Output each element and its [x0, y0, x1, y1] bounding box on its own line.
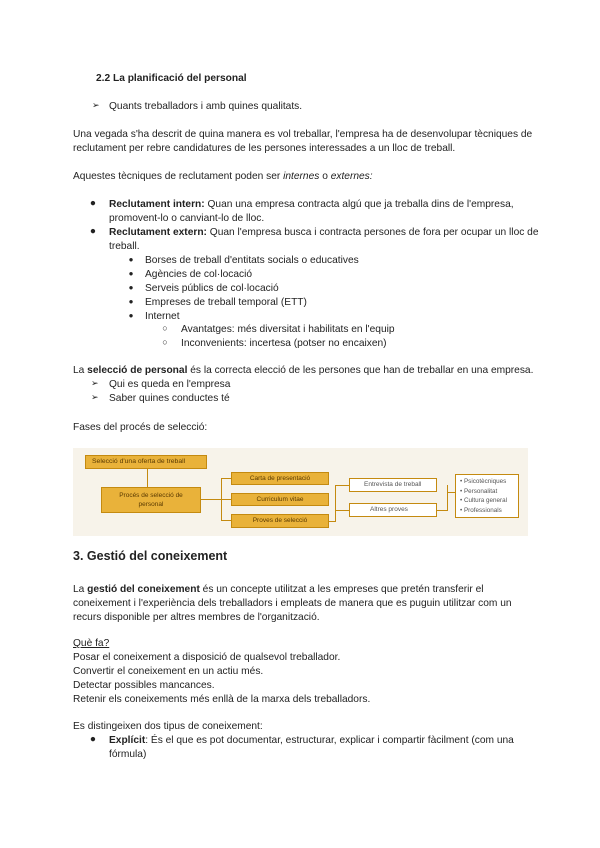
diagram-box-process: Procés de selecció de personal	[101, 487, 201, 513]
paragraph-line	[73, 170, 373, 183]
list-line: Detectar possibles mancances.	[73, 680, 215, 691]
bullet-label: Reclutament intern:	[109, 199, 205, 210]
sub-sub-list-item: Avantatges: més diversitat i habilitats en l'equip	[181, 324, 395, 335]
sub-list-item: Borses de treball d'entitats socials o educatives	[145, 255, 359, 266]
arrow-item: Qui es queda en l'empresa	[109, 379, 231, 390]
bullet-text: Quan una empresa contracta algú que ja treballa dins de l'empresa,	[204, 199, 514, 210]
sub-list-item: Serveis públics de col·locació	[145, 283, 279, 294]
diagram-box-interview: Entrevista de treball	[349, 478, 437, 492]
connector	[147, 469, 148, 487]
paragraph-line: reclutament per rebre candidatures de les persones interessades a un lloc de treball.	[73, 143, 456, 154]
diagram-list-item: • Personalitat	[460, 487, 498, 495]
bullet-item	[109, 734, 514, 747]
list-line: Convertir el coneixement en un actiu més.	[73, 666, 264, 677]
arrow-bullet-icon: ➢	[91, 392, 99, 402]
diagram-list-item: • Psicotècniques	[460, 478, 507, 485]
connector	[447, 485, 448, 511]
text-segment: La	[73, 584, 88, 595]
sub-sub-list-item: Inconvenients: incertesa (potser no encaixen)	[181, 338, 387, 349]
diagram-box-cv: Curriculum vitae	[231, 493, 329, 506]
paragraph-line: Fases del procés de selecció:	[73, 422, 208, 433]
diagram-list-item: • Professionals	[460, 506, 502, 514]
section-heading: 3. Gestió del coneixement	[73, 549, 228, 563]
paragraph-line: Una vegada s'ha descrit de quina manera es vol treballar, l'empresa ha de desenvolupar tècniques de	[73, 129, 533, 140]
diagram-list-item: • Cultura general	[460, 497, 508, 504]
diagram-box-test-list	[455, 474, 519, 518]
arrow-item: Saber quines conductes té	[109, 393, 230, 404]
text-segment: La	[73, 365, 88, 376]
selection-process-diagram	[73, 448, 528, 536]
list-line: Posar el coneixement a disposició de qualsevol treballador.	[73, 652, 341, 663]
connector	[221, 520, 231, 521]
bullet-label: Explícit	[109, 735, 146, 746]
circle-bullet-icon: ○	[162, 337, 168, 347]
bullet-icon: ●	[128, 311, 134, 320]
bullet-continuation: fórmula)	[109, 749, 147, 760]
bullet-text: : És el que es pot documentar, estructurar, explicar i compartir fàcilment (com una	[145, 735, 514, 746]
section-title: 2.2 La planificació del personal	[96, 73, 247, 84]
bullet-icon: ●	[128, 297, 134, 306]
connector	[335, 485, 349, 486]
diagram-box-other: Altres proves	[349, 503, 437, 517]
bullet-label: Reclutament extern:	[109, 227, 207, 238]
bullet-item	[109, 198, 514, 211]
bullet-continuation: treball.	[109, 241, 140, 252]
text-segment: o	[319, 171, 331, 182]
paragraph-line: coneixement i l'experiència dels treballadors i empleats de manera que es puguin utilitzar com un	[73, 598, 512, 609]
connector	[221, 478, 231, 479]
bullet-text: Quan l'empresa busca i contracta persones de fora per ocupar un lloc de	[206, 227, 539, 238]
circle-bullet-icon: ○	[162, 323, 168, 333]
paragraph-line: Es distingeixen dos tipus de coneixement:	[73, 721, 263, 732]
text-segment: és un concepte utilitzat a les empreses que pretén transferir el	[199, 584, 484, 595]
bullet-icon: ●	[89, 226, 97, 237]
sub-list-item: Agències de col·locació	[145, 269, 253, 280]
sub-list-item: Empreses de treball temporal (ETT)	[145, 297, 307, 308]
diagram-box-offer: Selecció d'una oferta de treball	[85, 455, 207, 469]
connector	[221, 499, 231, 500]
subheading-que-fa: Què fa?	[73, 638, 110, 649]
paragraph-line	[73, 364, 533, 377]
text-externes: externes:	[330, 171, 373, 182]
text-bold: selecció de personal	[87, 365, 188, 376]
text-bold: gestió del coneixement	[87, 584, 200, 595]
bullet-icon: ●	[89, 734, 97, 745]
bullet-icon: ●	[128, 269, 134, 278]
arrow-bullet-icon: ➢	[91, 378, 99, 388]
text-internes: internes	[283, 171, 320, 182]
connector	[335, 510, 349, 511]
paragraph-line: recurs disponible per altres membres de l'organització.	[73, 612, 320, 623]
bullet-icon: ●	[128, 255, 134, 264]
diagram-box-tests: Proves de selecció	[231, 514, 329, 528]
diagram-box-letter: Carta de presentació	[231, 472, 329, 485]
connector	[437, 510, 447, 511]
arrow-bullet-icon: ➢	[92, 100, 100, 110]
list-line: Retenir els coneixements més enllà de la marxa dels treballadors.	[73, 694, 371, 705]
bullet-continuation: promovent-lo o canviant-lo de lloc.	[109, 213, 265, 224]
text-segment: Aquestes tècniques de reclutament poden ser	[73, 171, 284, 182]
arrow-item: Quants treballadors i amb quines qualitats.	[109, 101, 303, 112]
paragraph-line	[73, 583, 484, 596]
sub-list-item: Internet	[145, 311, 180, 322]
connector	[447, 492, 455, 493]
text-segment: és la correcta elecció de les persones que han de treballar en una empresa.	[187, 365, 534, 376]
bullet-item	[109, 226, 539, 239]
bullet-icon: ●	[89, 198, 97, 209]
connector	[335, 485, 336, 522]
connector	[201, 499, 221, 500]
bullet-icon: ●	[128, 283, 134, 292]
